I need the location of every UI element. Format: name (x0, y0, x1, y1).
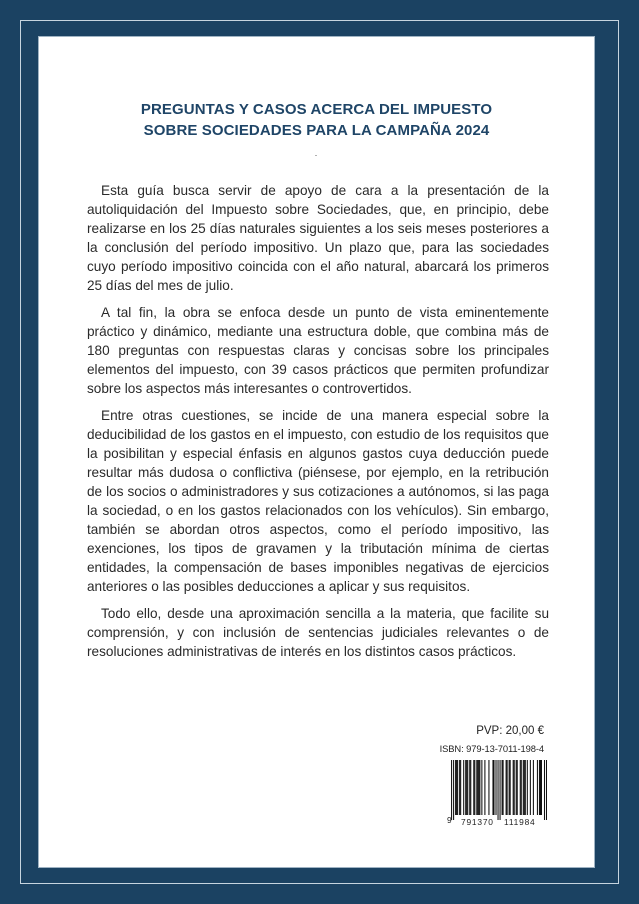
barcode-guard-bar (451, 760, 452, 820)
barcode-bar (503, 760, 504, 815)
paragraph-2: A tal fin, la obra se enfoca desde un punto de vista eminentemente práctico y dinámico, mediante una estructura doble, que combina más de 180 preguntas con respuestas claras y concisas sobre los principales elementos del impuesto, con 39 casos prácticos que permiten profundizar sobre los aspectos más interesantes o controvertidos. (87, 305, 549, 396)
barcode-bar (492, 760, 493, 815)
barcode-bar (463, 760, 464, 815)
back-cover-panel (38, 36, 595, 868)
barcode-digit-first: 9 (447, 815, 452, 825)
barcode-bar (530, 760, 531, 815)
barcode-bar (516, 760, 517, 815)
barcode-bar (469, 760, 470, 815)
barcode-bar (474, 760, 475, 815)
barcode-bar (533, 760, 534, 815)
barcode-bar (510, 760, 511, 815)
barcode-group-left: 791370 (461, 817, 494, 827)
barcode-guard-bar (498, 760, 499, 820)
barcode-bar (476, 760, 477, 815)
barcode-bar (525, 760, 526, 815)
barcode-bar (460, 760, 461, 815)
barcode-bar (470, 760, 471, 815)
barcode-bar (541, 760, 542, 815)
barcode-bar (481, 760, 482, 815)
barcode-bar (457, 760, 458, 815)
paragraph-3: Entre otras cuestiones, se incide de una manera especial sobre la deducibilidad de los gastos en el impuesto, con estudio de los requisitos que la posibilitan y especial énfasis en algunos gastos cuya deducción puede resultar más dudosa o conflictiva (piénsese, por ejemplo, en la retribución de los socios o administradores y sus cotizaciones a autónomos, si las paga la sociedad, o en los gastos relacionados con los vehículos). Sin embargo, también se abordan otros aspectos, como el período impositivo, las exenciones, los tipos de gravamen y la tributación mínima de ciertas entidades, la compensación de bases imponibles negativas de ejercicios anteriores o las posibles deducciones a aplicar y sus requisitos. (87, 408, 549, 594)
barcode-group-right: 111984 (504, 817, 536, 827)
barcode-bar (459, 760, 460, 815)
title-line-2: SOBRE SOCIEDADES PARA LA CAMPAÑA 2024 (143, 122, 490, 139)
barcode-bar (473, 760, 474, 815)
barcode-bar (520, 760, 521, 815)
paragraph-4: Todo ello, desde una aproximación sencilla a la materia, que facilite su comprensión, y con inclusión de sentencias judiciales relevantes o de resoluciones administrativas de interés en los distintos casos prácticos. (87, 606, 549, 659)
barcode-bar (466, 760, 467, 815)
barcode-bar (539, 760, 540, 815)
price-label: PVP: 20,00 € (476, 725, 544, 737)
barcode-bar (484, 760, 485, 815)
barcode-guard-bar (453, 760, 454, 820)
title-line-1: PREGUNTAS Y CASOS ACERCA DEL IMPUESTO (140, 101, 493, 118)
barcode-bar (537, 760, 538, 815)
barcode-bar (493, 760, 494, 815)
barcode-bar (506, 760, 507, 815)
barcode-bar (456, 760, 457, 815)
barcode-bar (455, 760, 456, 815)
barcode-bar (527, 760, 528, 815)
barcode-guard-bar (546, 760, 547, 820)
barcode-bar (465, 760, 466, 815)
barcode-bar (495, 760, 496, 815)
barcode (447, 760, 547, 827)
barcode-bar (507, 760, 508, 815)
barcode-bar (513, 760, 514, 815)
barcode-guard-bar (500, 760, 501, 820)
barcode-bar (514, 760, 515, 815)
barcode-guard-bar (544, 760, 545, 820)
barcode-bar (488, 760, 489, 815)
barcode-bar (479, 760, 480, 815)
separator-dot (315, 155, 317, 156)
synopsis (87, 181, 549, 669)
barcode-digits (447, 817, 547, 827)
paragraph-1: Esta guía busca servir de apoyo de cara a la presentación de la autoliquidación del Impuesto sobre Sociedades, que, en principio, debe realizarse en los 25 días naturales siguientes a los seis meses posteriores a la conclusión del período impositivo. Un plazo que, para las sociedades cuyo período impositivo coincida con el año natural, abarcará los primeros 25 días del mes de julio. (87, 183, 549, 293)
barcode-bar (540, 760, 541, 815)
barcode-bar (467, 760, 468, 815)
barcode-bar (509, 760, 510, 815)
barcode-bar (521, 760, 522, 815)
barcode-bar (478, 760, 479, 815)
barcode-bars (447, 760, 547, 820)
barcode-bar (477, 760, 478, 815)
barcode-bar (517, 760, 518, 815)
barcode-bar (502, 760, 503, 815)
isbn-label: ISBN: 979-13-7011-198-4 (439, 743, 544, 754)
barcode-bar (524, 760, 525, 815)
barcode-bar (523, 760, 524, 815)
